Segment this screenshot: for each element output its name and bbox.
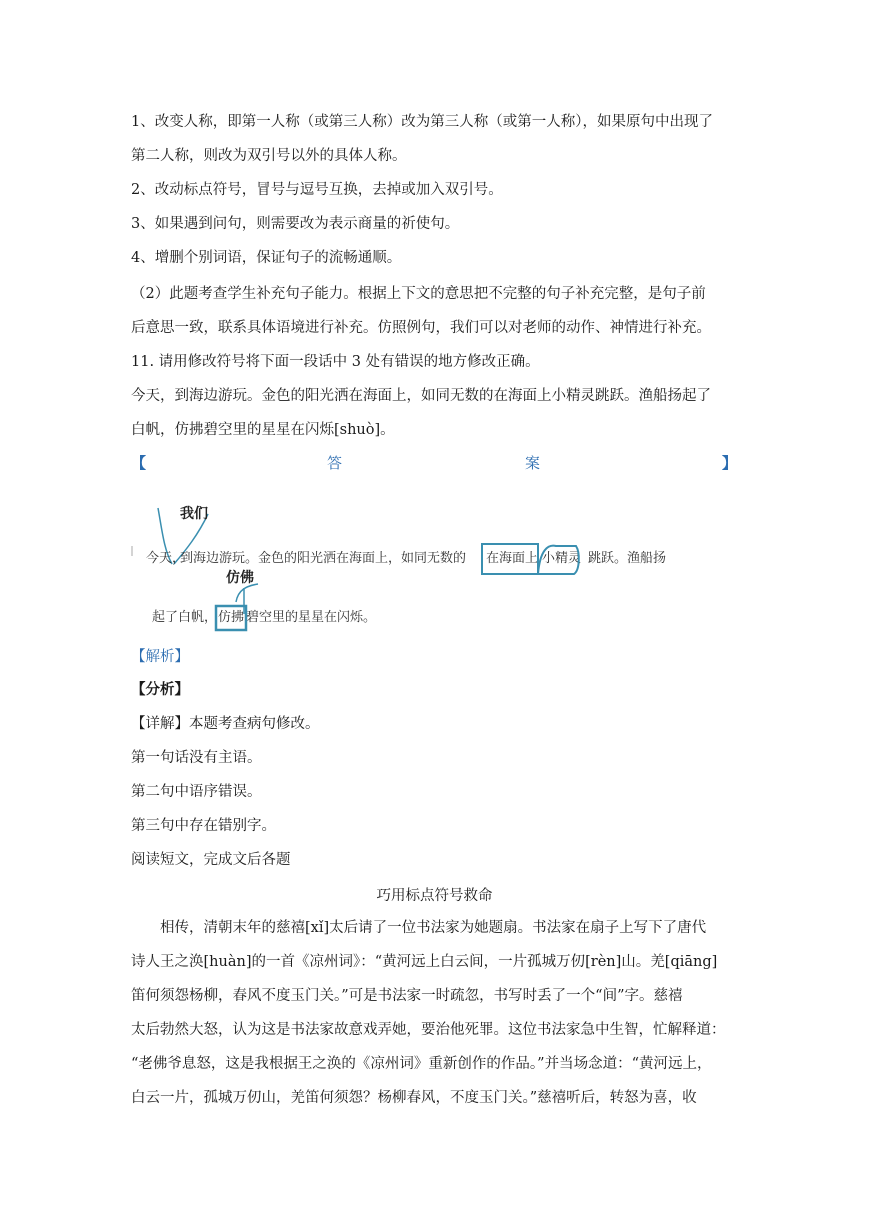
explanation-2-line-1: （2）此题考查学生补充句子能力。根据上下文的意思把不完整的句子补充完整，是句子前	[131, 286, 706, 302]
question-text-line-2: 白帆，仿拂碧空里的星星在闪烁[shuò]。	[131, 422, 395, 438]
jiexi-label: 【解析】	[131, 649, 189, 665]
sketch-row2-c: 碧空里的星星在闪烁。	[246, 610, 377, 625]
rule-line-3: 3、如果遇到问句，则需要改为表示商量的祈使句。	[131, 216, 460, 232]
answer-close-bracket: 】	[722, 454, 738, 472]
sketch-row2-a: 起了白帆，	[152, 610, 218, 625]
rule-line-1: 1、改变人称，即第一人称（或第三人称）改为第三人称（或第一人称），如果原句中出现了	[131, 114, 713, 130]
rule-line-2: 2、改动标点符号，冒号与逗号互换，去掉或加入双引号。	[131, 182, 503, 198]
explanation-2-line-2: 后意思一致，联系具体语境进行补充。仿照例句，我们可以对老师的动作、神情进行补充。	[131, 320, 711, 336]
rule-line-4: 4、增删个别词语，保证句子的流畅通顺。	[131, 250, 402, 266]
reading-instruction: 阅读短文，完成文后各题	[131, 852, 291, 868]
analysis-item-3: 第三句中存在错别字。	[131, 818, 276, 834]
article-title: 巧用标点符号救命	[376, 888, 493, 904]
sketch-row1-b: 到海边游玩。金色的阳光洒在海面上，如同无数的	[180, 551, 467, 566]
article-line-1: 相传，清朝末年的慈禧[xǐ]太后请了一位书法家为她题扇。书法家在扇子上写下了唐代	[131, 920, 707, 936]
fenxi-label: 【分析】	[131, 681, 189, 698]
sketch-row1-a: 今天，	[146, 551, 186, 566]
correction-sketch	[128, 490, 688, 640]
insert-fangfu-text: 仿佛	[226, 570, 254, 586]
sketch-row2-b: 仿拂	[218, 610, 245, 625]
article-line-5: “老佛爷息怒，这是我根据王之涣的《凉州词》重新创作的作品。”并当场念道：“黄河远上，	[131, 1056, 712, 1072]
article-line-2: 诗人王之涣[huàn]的一首《凉州词》：“黄河远上白云间，一片孤城万仞[rèn]山。羌[qiāng]	[131, 954, 718, 970]
analysis-item-2: 第二句中语序错误。	[131, 784, 262, 800]
rule-line-1-cont: 第二人称，则改为双引号以外的具体人称。	[131, 148, 407, 164]
answer-char-2: 案	[525, 454, 541, 472]
answer-open-bracket: 【	[131, 454, 147, 472]
article-line-3: 笛何须怨杨柳，春风不度玉门关。”可是书法家一时疏忽，书写时丢了一个“间”字。慈禧	[131, 988, 683, 1004]
question-text-line-1: 今天，到海边游玩。金色的阳光洒在海面上，如同无数的在海面上小精灵跳跃。渔船扬起了	[131, 388, 711, 404]
article-line-4: 太后勃然大怒，认为这是书法家故意戏弄她，要治他死罪。这位书法家急中生智，忙解释道：	[131, 1022, 726, 1038]
sketch-row1-c: 在海面上	[486, 551, 539, 566]
insert-women-text: 我们	[180, 506, 208, 522]
analysis-item-1: 第一句话没有主语。	[131, 750, 262, 766]
sketch-row1-d: 小精灵	[542, 551, 582, 566]
question-11: 11. 请用修改符号将下面一段话中 3 处有错误的地方修改正确。	[131, 354, 540, 370]
answer-char-1: 答	[327, 454, 343, 472]
article-line-6: 白云一片，孤城万仞山，羌笛何须怨？杨柳春风，不度玉门关。”慈禧听后，转怒为喜，收	[131, 1090, 697, 1106]
sketch-row1-e: 跳跃。渔船扬	[588, 551, 667, 566]
xiangjie-line: 【详解】本题考查病句修改。	[131, 716, 320, 732]
